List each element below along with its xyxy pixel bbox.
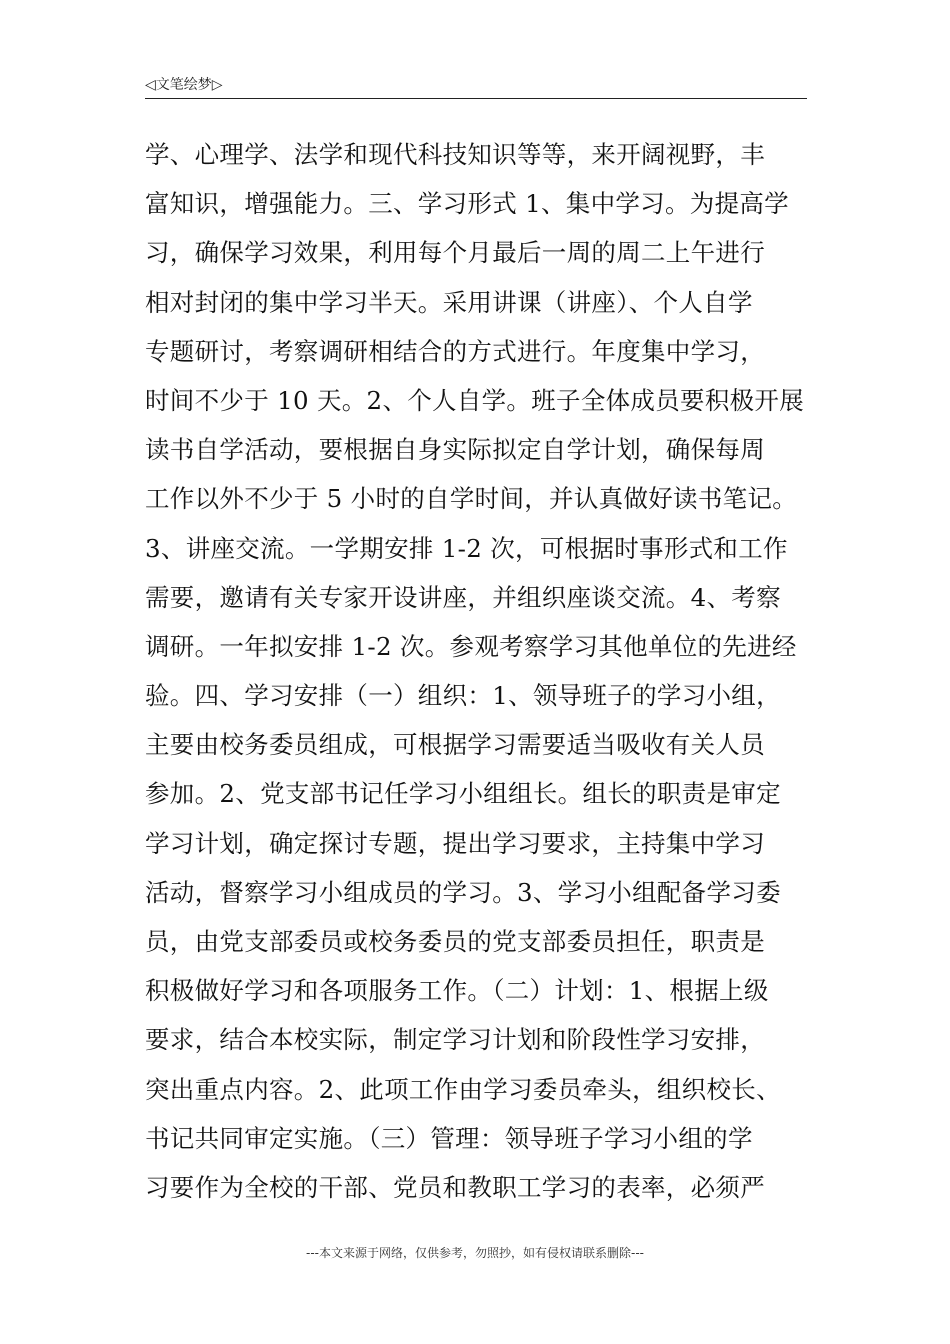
page-footer-disclaimer: ---本文来源于网络，仅供参考，勿照抄，如有侵权请联系删除--- [306,1246,644,1260]
text-line: 学习计划，确定探讨专题，提出学习要求，主持集中学习 [145,828,765,858]
text-line: 验。四、学习安排（一）组织：1、领导班子的学习小组， [145,681,781,711]
text-line: 3、讲座交流。一学期安排 1-2 次，可根据时事形式和工作 [145,533,788,563]
text-line: 学、心理学、法学和现代科技知识等等，来开阔视野，丰 [145,140,765,169]
page-header [145,74,807,99]
text-line: 读书自学活动，要根据自身实际拟定自学计划，确保每周 [145,435,765,465]
header-brand-mark: ◁文笔绘梦▷ [145,77,223,93]
document-body [145,130,815,1212]
text-line: 积极做好学习和各项服务工作。（二）计划：1、根据上级 [145,976,769,1006]
text-line: 富知识，增强能力。三、学习形式 1、集中学习。为提高学 [145,189,789,219]
text-line: 时间不少于 10 天。2、个人自学。班子全体成员要积极开展 [145,385,805,415]
text-line: 突出重点内容。2、此项工作由学习委员牵头，组织校长、 [145,1074,781,1104]
text-line: 参加。2、党支部书记任学习小组组长。组长的职责是审定 [145,779,781,809]
text-line: 主要由校务委员组成，可根据学习需要适当吸收有关人员 [145,730,765,760]
text-line: 活动，督察学习小组成员的学习。3、学习小组配备学习委 [145,877,781,907]
text-line: 员，由党支部委员或校务委员的党支部委员担任，职责是 [145,927,765,956]
text-line: 习，确保学习效果，利用每个月最后一周的周二上午进行 [145,238,765,268]
text-line: 习要作为全校的干部、党员和教职工学习的表率，必须严 [145,1172,765,1202]
text-line: 专题研讨，考察调研相结合的方式进行。年度集中学习， [145,336,765,366]
text-line: 相对封闭的集中学习半天。采用讲课（讲座）、个人自学 [145,287,753,317]
text-line: 调研。一年拟安排 1-2 次。参观考察学习其他单位的先进经 [145,631,797,661]
text-line: 要求，结合本校实际，制定学习计划和阶段性学习安排， [145,1025,765,1055]
text-line: 书记共同审定实施。（三）管理：领导班子学习小组的学 [145,1123,753,1153]
text-line: 工作以外不少于 5 小时的自学时间，并认真做好读书笔记。 [145,484,798,514]
text-line: 需要，邀请有关专家开设讲座，并组织座谈交流。4、考察 [145,582,781,612]
